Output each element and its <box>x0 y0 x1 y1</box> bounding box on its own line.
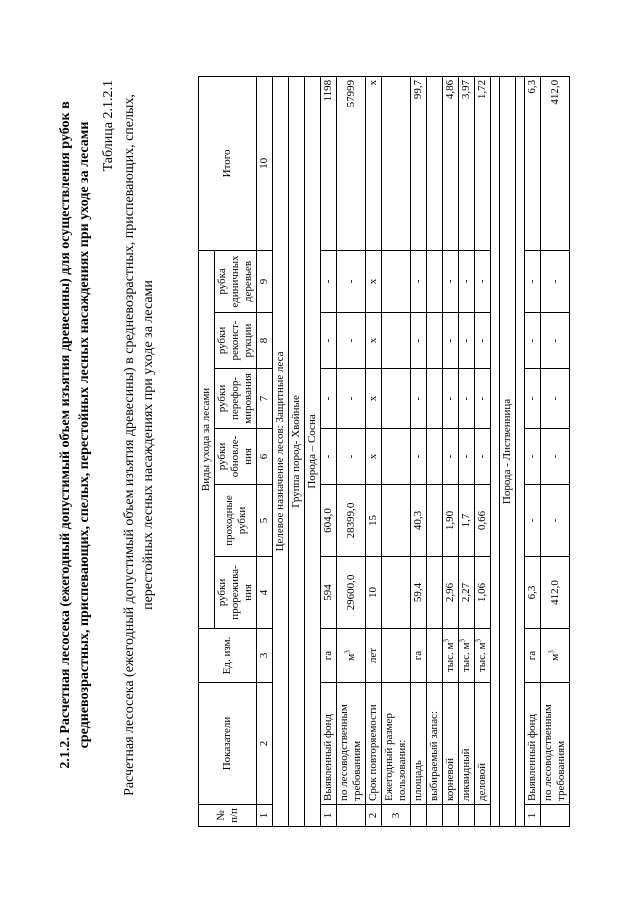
column-number: 8 <box>257 313 273 369</box>
value-cell: х <box>366 429 382 485</box>
value-cell <box>427 369 443 429</box>
spacer-row <box>491 76 500 826</box>
header-reformation: рубки перефор-мирования <box>215 369 257 429</box>
value-cell: 3,97 <box>459 76 475 250</box>
table-number: Таблица 2.1.2.1 <box>101 80 116 172</box>
value-cell: - <box>541 250 570 312</box>
value-cell: 29600,0 <box>337 557 366 629</box>
value-cell: 4,86 <box>443 76 459 250</box>
value-cell: - <box>475 313 491 369</box>
value-cell: - <box>475 429 491 485</box>
table-header <box>199 76 273 826</box>
value-cell: - <box>541 485 570 557</box>
unit-cell <box>382 629 411 683</box>
unit-cell <box>475 629 491 683</box>
column-number: 1 <box>257 805 273 827</box>
unit-superscript: 3 <box>546 650 555 654</box>
value-cell: х <box>366 369 382 429</box>
value-cell: - <box>321 313 337 369</box>
spacer-cell <box>491 76 500 826</box>
unit-text: тыс. м <box>476 642 488 673</box>
indicator-cell: выбираемый запас: <box>427 683 443 805</box>
table-row <box>525 76 541 826</box>
indicator-cell: Выявленный фонд <box>525 683 541 805</box>
species-group-row: Группа пород- Хвойные <box>289 76 305 826</box>
indicator-cell: деловой <box>475 683 491 805</box>
header-reconstruction: рубки реконст-рукции <box>215 313 257 369</box>
value-cell: 57999 <box>337 76 366 250</box>
value-cell: 1,06 <box>475 557 491 629</box>
value-cell <box>427 76 443 250</box>
value-cell: - <box>337 429 366 485</box>
header-thinning: рубки прорежива-ния <box>215 557 257 629</box>
table-row <box>411 76 427 826</box>
value-cell: 1,90 <box>443 485 459 557</box>
breed-pine-row: Порода – Сосна <box>305 76 321 826</box>
indicator-cell: Выявленный фонд <box>321 683 337 805</box>
indicator-cell: по лесоводственным требованиям <box>541 683 570 805</box>
table-row <box>459 76 475 826</box>
value-cell: 0,66 <box>475 485 491 557</box>
unit-cell <box>541 629 570 683</box>
column-number: 6 <box>257 429 273 485</box>
value-cell: - <box>337 369 366 429</box>
unit-cell <box>321 629 337 683</box>
value-cell: - <box>459 429 475 485</box>
table-row <box>321 76 337 826</box>
row-number-cell <box>427 805 443 827</box>
value-cell: 10 <box>366 557 382 629</box>
unit-text: м <box>344 653 357 661</box>
column-numbers-row <box>257 76 273 826</box>
value-cell: 2,96 <box>443 557 459 629</box>
row-number-cell: 1 <box>525 805 541 827</box>
value-cell: 594 <box>321 557 337 629</box>
column-number: 5 <box>257 485 273 557</box>
column-number: 10 <box>257 76 273 250</box>
value-cell: - <box>459 313 475 369</box>
value-cell: - <box>411 250 427 312</box>
value-cell: 6,3 <box>525 76 541 250</box>
unit-superscript: 3 <box>474 638 483 643</box>
section-row <box>273 76 289 826</box>
value-cell <box>382 485 411 557</box>
value-cell: 1,72 <box>475 76 491 250</box>
indicator-cell: площадь <box>411 683 427 805</box>
unit-text: м <box>548 653 561 661</box>
value-cell: - <box>411 429 427 485</box>
spacer-cell <box>516 76 525 826</box>
value-cell <box>427 557 443 629</box>
value-cell: - <box>443 250 459 312</box>
value-cell: - <box>525 313 541 369</box>
value-cell: х <box>366 76 382 250</box>
unit-superscript: 3 <box>342 650 351 654</box>
value-cell <box>382 76 411 250</box>
value-cell: 412,0 <box>541 557 570 629</box>
unit-text: тыс. м <box>460 642 472 673</box>
table-row <box>427 76 443 826</box>
row-number-cell <box>541 805 570 827</box>
value-cell: - <box>525 429 541 485</box>
value-cell: - <box>475 369 491 429</box>
indicator-cell: ликвидный <box>459 683 475 805</box>
unit-cell <box>411 629 427 683</box>
row-number-cell <box>459 805 475 827</box>
purpose-row: Целевое назначение лесов: Защитные леса <box>273 76 289 826</box>
row-number-cell <box>443 805 459 827</box>
column-number: 3 <box>257 629 273 683</box>
value-cell: 412,0 <box>541 76 570 250</box>
value-cell: - <box>459 250 475 312</box>
unit-cell <box>525 629 541 683</box>
harvest-table <box>198 76 570 827</box>
row-number-cell: 3 <box>382 805 411 827</box>
unit-text: тыс. м <box>444 642 456 673</box>
value-cell <box>427 313 443 369</box>
value-cell: - <box>321 429 337 485</box>
unit-superscript: 3 <box>442 638 451 643</box>
row-number-cell: 1 <box>321 805 337 827</box>
row-number-cell: 2 <box>366 805 382 827</box>
section-heading: 2.1.2. Расчетная лесосека (ежегодный допустимый объем изъятия древесины) для осуществления рубок в средневозрастных, приспевающих, спелых, перестойных лесных насаждениях при уходе за лесами <box>58 101 92 769</box>
section-row <box>289 76 305 826</box>
spacer-row <box>516 76 525 826</box>
value-cell <box>427 485 443 557</box>
value-cell <box>427 429 443 485</box>
value-cell: 1,7 <box>459 485 475 557</box>
header-passage: проходные рубки <box>215 485 257 557</box>
value-cell: - <box>443 429 459 485</box>
table-body <box>273 76 570 826</box>
unit-superscript: 3 <box>458 638 467 643</box>
header-unit: Ед. изм. <box>199 629 257 683</box>
unit-cell <box>459 629 475 683</box>
table-caption: Расчетная лесосека (ежегодный допустимый объем изъятия древесины) в средневозрастных, приспевающих, спелых, перестойных лесных насаждениях при уходе за лесами <box>122 94 156 796</box>
value-cell <box>427 250 443 312</box>
unit-cell <box>366 629 382 683</box>
column-number: 7 <box>257 369 273 429</box>
table-row <box>382 76 411 826</box>
table-row <box>443 76 459 826</box>
value-cell <box>382 369 411 429</box>
value-cell: - <box>525 485 541 557</box>
header-num: № п/п <box>199 805 257 827</box>
value-cell: - <box>411 369 427 429</box>
unit-cell <box>337 629 366 683</box>
table-row <box>366 76 382 826</box>
table-row <box>337 76 366 826</box>
column-number: 4 <box>257 557 273 629</box>
value-cell: 99,7 <box>411 76 427 250</box>
row-number-cell <box>411 805 427 827</box>
value-cell: 28399,0 <box>337 485 366 557</box>
unit-text: га <box>322 650 334 661</box>
value-cell: - <box>321 250 337 312</box>
value-cell: 59,4 <box>411 557 427 629</box>
header-total: Итого <box>199 76 257 250</box>
table-row <box>541 76 570 826</box>
value-cell: - <box>525 369 541 429</box>
value-cell: 2,27 <box>459 557 475 629</box>
value-cell: 1198 <box>321 76 337 250</box>
value-cell: - <box>475 250 491 312</box>
value-cell <box>382 429 411 485</box>
value-cell: 6,3 <box>525 557 541 629</box>
table-row <box>475 76 491 826</box>
value-cell: - <box>541 429 570 485</box>
header-care-types: Виды ухода за лесами <box>199 250 215 628</box>
value-cell: - <box>443 369 459 429</box>
row-number-cell <box>475 805 491 827</box>
value-cell: - <box>541 313 570 369</box>
value-cell: - <box>337 250 366 312</box>
value-cell: 15 <box>366 485 382 557</box>
unit-text: га <box>412 650 424 661</box>
value-cell: х <box>366 313 382 369</box>
row-number-cell <box>337 805 366 827</box>
column-number: 9 <box>257 250 273 312</box>
header-single-trees: рубка единичных деревьев <box>215 250 257 312</box>
value-cell: 604,0 <box>321 485 337 557</box>
value-cell <box>382 250 411 312</box>
indicator-cell: Ежегодный размер пользования: <box>382 683 411 805</box>
header-indicator: Показатели <box>199 683 257 805</box>
value-cell: - <box>337 313 366 369</box>
value-cell: - <box>459 369 475 429</box>
value-cell: - <box>525 250 541 312</box>
value-cell: - <box>411 313 427 369</box>
value-cell <box>382 557 411 629</box>
indicator-cell: по лесоводственным требованиям <box>337 683 366 805</box>
unit-text: лет <box>367 647 379 664</box>
section-row <box>500 76 516 826</box>
indicator-cell: Срок повторяемости <box>366 683 382 805</box>
value-cell: - <box>321 369 337 429</box>
unit-cell <box>443 629 459 683</box>
column-number: 2 <box>257 683 273 805</box>
breed-larch-row: Порода - Лиственница <box>500 76 516 826</box>
unit-cell <box>427 629 443 683</box>
value-cell: - <box>443 313 459 369</box>
value-cell: - <box>541 369 570 429</box>
unit-text: га <box>526 650 538 661</box>
section-row <box>305 76 321 826</box>
header-renewal: рубки обновле-ния <box>215 429 257 485</box>
value-cell <box>382 313 411 369</box>
indicator-cell: корневой <box>443 683 459 805</box>
value-cell: х <box>366 250 382 312</box>
value-cell: 40,3 <box>411 485 427 557</box>
